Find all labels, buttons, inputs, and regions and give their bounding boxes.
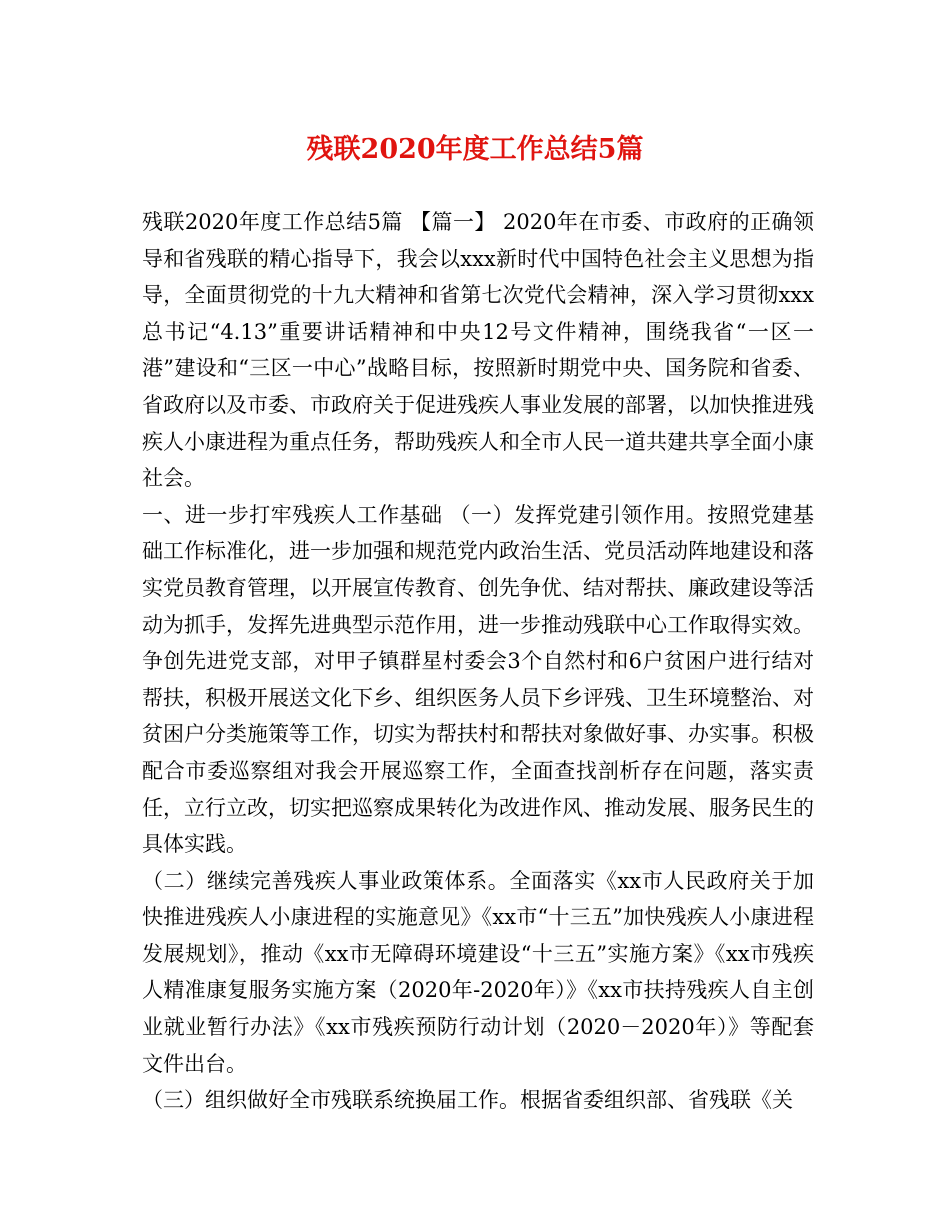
document-body: [142, 204, 814, 1119]
paragraph-2: 一、进一步打牢残疾人工作基础 （一）发挥党建引领作用。按照党建基础工作标准化，进一步加强和规范党内政治生活、党员活动阵地建设和落实党员教育管理，以开展宣传教育、创先争优、结对帮扶、廉政建设等活动为抓手，发挥先进典型示范作用，进一步推动残联中心工作取得实效。争创先进党支部，对甲子镇群星村委会3个自然村和6户贫困户进行结对帮扶，积极开展送文化下乡、组织医务人员下乡评残、卫生环境整治、对贫困户分类施策等工作，切实为帮扶村和帮扶对象做好事、办实事。积极配合市委巡察组对我会开展巡察工作，全面查找剖析存在问题，落实责任，立行立改，切实把巡察成果转化为改进作风、推动发展、服务民生的具体实践。: [142, 502, 814, 857]
document-title: 残联2020年度工作总结5篇: [306, 134, 644, 165]
paragraph-4: （三）组织做好全市残联系统换届工作。根据省委组织部、省残联《关: [142, 1088, 793, 1113]
paragraph-1: 残联2020年度工作总结5篇 【篇一】 2020年在市委、市政府的正确领导和省残联的精心指导下，我会以xxx新时代中国特色社会主义思想为指导，全面贯彻党的十九大精神和省第七次党代会精神，深入学习贯彻xxx总书记“4.13”重要讲话精神和中央12号文件精神，围绕我省“一区一港”建设和“三区一中心”战略目标，按照新时期党中央、国务院和省委、省政府以及市委、市政府关于促进残疾人事业发展的部署，以加快推进残疾人小康进程为重点任务，帮助残疾人和全市人民一道共建共享全面小康社会。: [142, 210, 814, 491]
paragraph-3: （二）继续完善残疾人事业政策体系。全面落实《xx市人民政府关于加快推进残疾人小康进程的实施意见》《xx市“十三五”加快残疾人小康进程发展规划》，推动《xx市无障碍环境建设“十三五”实施方案》《xx市残疾人精准康复服务实施方案（2020年-2020年）》《xx市扶持残疾人自主创业就业暂行办法》《xx市残疾预防行动计划（2020－2020年）》等配套文件出台。: [142, 868, 814, 1076]
